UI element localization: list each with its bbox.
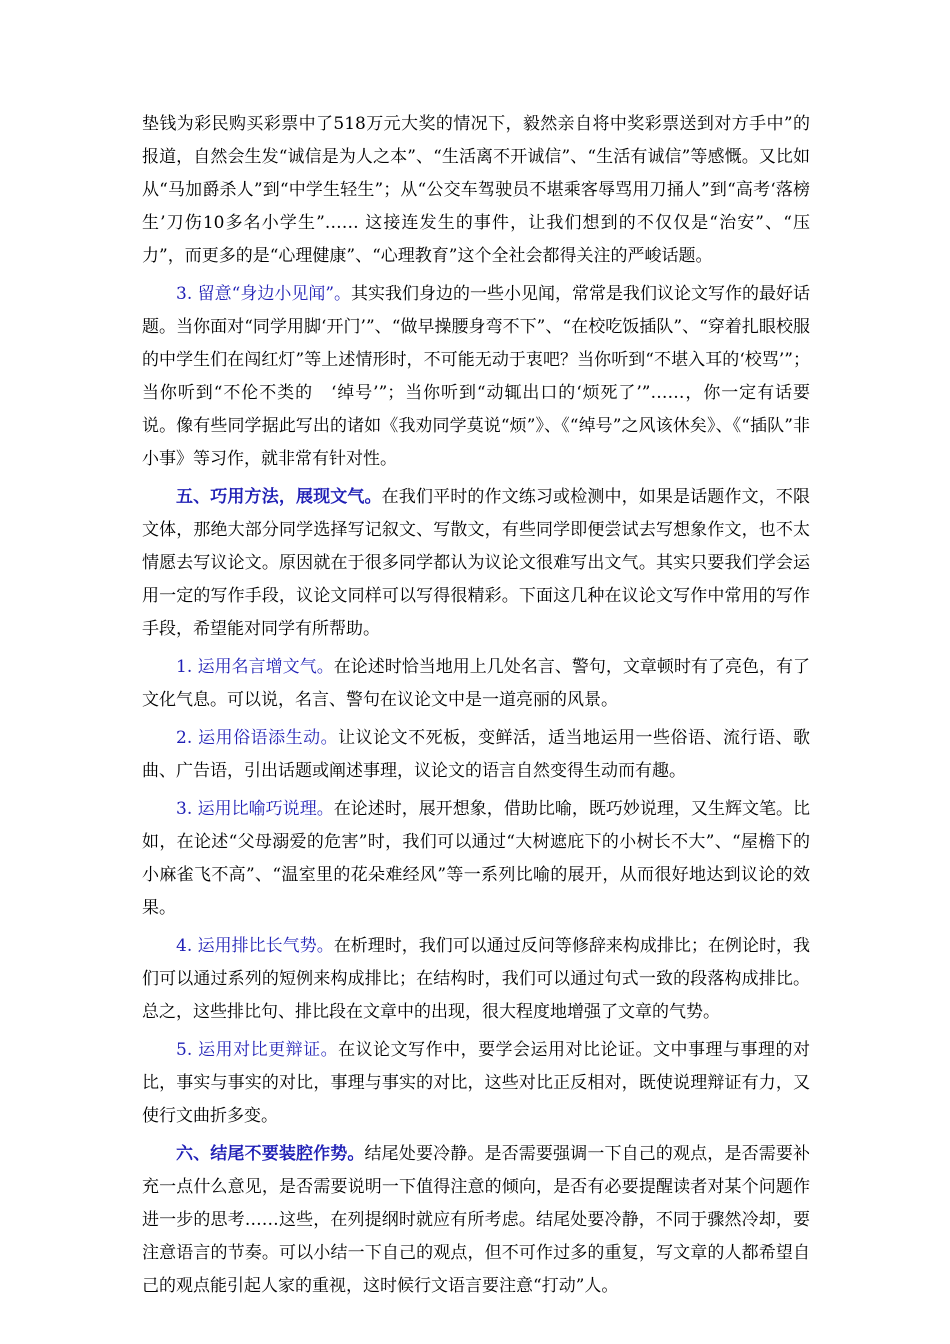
paragraph-body: 让议论文不死板，变鲜活，适当地运用一些俗语、流行语、歌曲、广告语，引出话题或阐述事理，议论文的语言自然变得生动而有趣。 <box>142 728 810 781</box>
paragraph-body: 在论述时恰当地用上几处名言、警句，文章顿时有了亮色，有了文化气息。可以说，名言、警句在议论文中是一道亮丽的风景。 <box>142 657 810 710</box>
paragraph-body: 结尾处要冷静。是否需要强调一下自己的观点，是否需要补充一点什么意见，是否需要说明一下值得注意的倾向，是否有必要提醒读者对某个问题作进一步的思考……这些，在列提纲时就应有所考虑。结尾处要冷静，不同于骤然冷却，要注意语言的节奏。可以小结一下自己的观点，但不可作过多的重复，写文章的人都希望自己的观点能引起人家的重视，这时候行文语言要注意“打动”人。 <box>142 1144 811 1296</box>
paragraph-3-metaphor <box>142 793 810 925</box>
section-5-methods <box>142 481 810 646</box>
paragraph-body: 在议论文写作中，要学会运用对比论证。文中事理与事理的对比，事实与事实的对比，事理与事实的对比，这些对比正反相对，既使说理辩证有力，又使行文曲折多变。 <box>142 1040 810 1126</box>
paragraph-4-parallelism <box>142 930 810 1029</box>
section-heading: 五、巧用方法，展现文气。 <box>176 487 382 507</box>
paragraph-2-proverbs <box>142 722 810 788</box>
paragraph-1-quotes <box>142 651 810 717</box>
paragraph-heading: 1. 运用名言增文气。 <box>176 657 334 677</box>
paragraph-body: 垫钱为彩民购买彩票中了518万元大奖的情况下，毅然亲自将中奖彩票送到对方手中”的报道，自然会生发“诚信是为人之本”、“生活离不开诚信”、“生活有诚信”等感慨。又比如从“马加爵杀人”到“中学生轻生”；从“公交车驾驶员不堪乘客辱骂用刀捅人”到“高考‘落榜生’刀伤10多名小学生”…… 这接连发生的事件，让我们想到的不仅仅是“治安”、“压力”，而更多的是“心理健康”、“心理教育”这个全社会都得关注的严峻话题。 <box>142 114 810 266</box>
paragraph-heading: 5. 运用对比更辩证。 <box>176 1040 339 1060</box>
paragraph-body: 在析理时，我们可以通过反问等修辞来构成排比；在例论时，我们可以通过系列的短例来构成排比；在结构时，我们可以通过句式一致的段落构成排比。总之，这些排比句、排比段在文章中的出现，很大程度地增强了文章的气势。 <box>142 936 810 1022</box>
paragraph-heading: 3. 留意“身边小见闻”。 <box>176 284 352 304</box>
paragraph-heading: 3. 运用比喻巧说理。 <box>176 799 334 819</box>
paragraph-body: 其实我们身边的一些小见闻，常常是我们议论文写作的最好话题。当你面对“同学用脚‘开门’”、“做早操腰身弯不下”、“在校吃饭插队”、“穿着扎眼校服的中学生们在闯红灯”等上述情形时，不可能无动于衷吧？当你听到“不堪入耳的‘校骂’”；当你听到“不伦不类的 ‘绰号’”；当你听到“动辄出口的‘烦死了’”……，你一定有话要说。像有些同学据此写出的诸如《我劝同学莫说“烦”》、《“绰号”之风该休矣》、《“插队”非小事》等习作，就非常有针对性。 <box>142 284 811 469</box>
paragraph-continued <box>142 108 810 273</box>
paragraph-heading: 4. 运用排比长气势。 <box>176 936 334 956</box>
paragraph-3-observe-small-news <box>142 278 810 476</box>
paragraph-body: 在论述时，展开想象，借助比喻，既巧妙说理，又生辉文笔。比如，在论述“父母溺爱的危害”时，我们可以通过“大树遮庇下的小树长不大”、“屋檐下的小麻雀飞不高”、“温室里的花朵难经风”等一系列比喻的展开，从而很好地达到议论的效果。 <box>142 799 810 918</box>
section-heading: 六、结尾不要装腔作势。 <box>176 1144 365 1164</box>
paragraph-heading: 2. 运用俗语添生动。 <box>176 728 339 748</box>
paragraph-body: 在我们平时的作文练习或检测中，如果是话题作文，不限文体，那绝大部分同学选择写记叙文、写散文，有些同学即便尝试去写想象作文，也不太情愿去写议论文。原因就在于很多同学都认为议论文很难写出文气。其实只要我们学会运用一定的写作手段，议论文同样可以写得很精彩。下面这几种在议论文写作中常用的写作手段，希望能对同学有所帮助。 <box>142 487 811 639</box>
paragraph-5-contrast <box>142 1034 810 1133</box>
document-page <box>142 108 810 1308</box>
section-6-ending <box>142 1138 810 1303</box>
